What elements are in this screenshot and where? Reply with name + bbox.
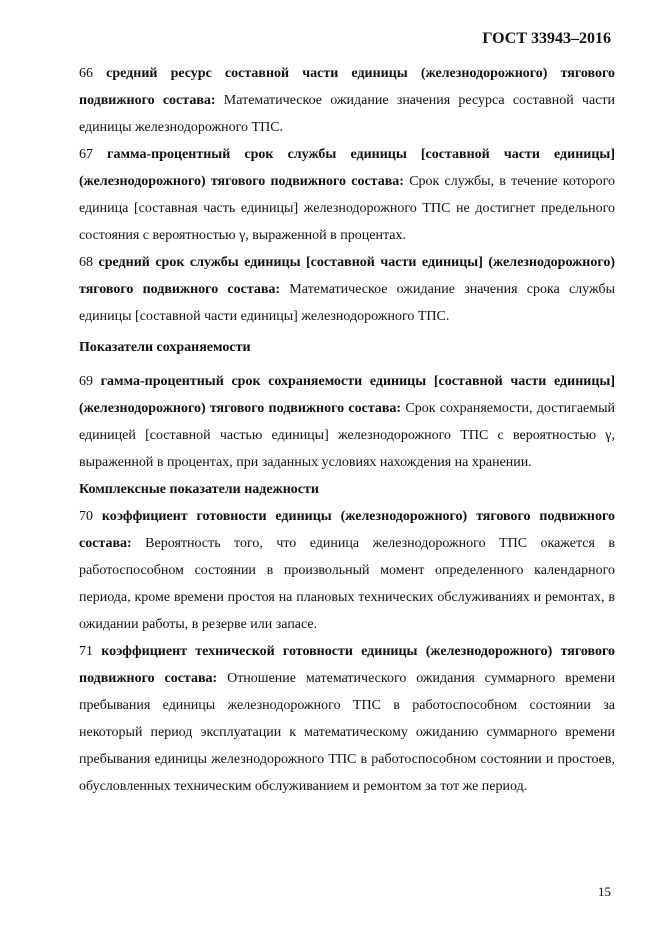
term-entry-71	[79, 638, 615, 800]
term-number: 71	[79, 644, 93, 659]
term-definition: Математическое ожидание значения ресурса составной части единицы железнодорожного ТПС.	[79, 93, 616, 135]
term-entry-69	[79, 368, 615, 476]
page-content	[79, 60, 615, 800]
section-heading-complex-reliability: Комплексные показатели надежности	[79, 482, 319, 497]
term-entry-66	[79, 60, 615, 141]
term-entry-67	[79, 141, 615, 249]
term-title: гамма-процентный срок службы единицы [составной части единицы] (железнодорожного) тягового подвижного состава:	[79, 147, 615, 189]
term-definition: Срок службы, в течение которого единица [составная часть единицы] железнодорожного ТПС не достигнет предельного состояния с вероятностью γ, выраженной в процентах.	[79, 174, 616, 243]
term-title: гамма-процентный срок сохраняемости единицы [составной части единицы] (железнодорожного) тягового подвижного состава:	[79, 374, 616, 416]
page-number: 15	[598, 884, 611, 899]
term-number: 70	[79, 509, 93, 524]
term-definition: Вероятность того, что единица железнодорожного ТПС окажется в работоспособном состоянии в произвольный момент определенного календарного периода, кроме времени простоя на плановых технических обслуживаниях и ремонтах, в ожидании работы, в резерве или запасе.	[79, 536, 616, 632]
term-number: 69	[79, 374, 93, 389]
term-entry-68	[79, 249, 615, 330]
term-title: коэффициент технической готовности единицы (железнодорожного) тягового подвижного состава:	[79, 644, 615, 686]
term-definition: Математическое ожидание значения срока службы единицы [составной части единицы] железнодорожного ТПС.	[79, 282, 615, 324]
section-heading-storability: Показатели сохраняемости	[79, 340, 251, 355]
term-number: 66	[79, 66, 93, 81]
document-number: ГОСТ 33943–2016	[482, 30, 611, 47]
term-title: средний срок службы единицы [составной части единицы] (железнодорожного) тягового подвижного состава:	[79, 255, 615, 297]
term-title: средний ресурс составной части единицы (железнодорожного) тягового подвижного состава:	[79, 66, 615, 108]
term-definition: Отношение математического ожидания суммарного времени пребывания единицы железнодорожного ТПС в работоспособном состоянии за некоторый период эксплуатации к математическому ожиданию суммарного времени пребывания единицы железнодорожного ТПС в работоспособном состоянии и простоев, обусловленных техническим обслуживанием и ремонтом за тот же период.	[79, 671, 616, 794]
term-number: 67	[79, 147, 93, 162]
term-title: коэффициент готовности единицы (железнодорожного) тягового подвижного состава:	[79, 509, 616, 551]
term-definition: Срок сохраняемости, достигаемый единицей [составной частью единицы] железнодорожного ТПС с вероятностью γ, выраженной в процентах, при заданных условиях нахождения на хранении.	[79, 401, 616, 470]
term-number: 68	[79, 255, 93, 270]
term-entry-70	[79, 503, 615, 638]
